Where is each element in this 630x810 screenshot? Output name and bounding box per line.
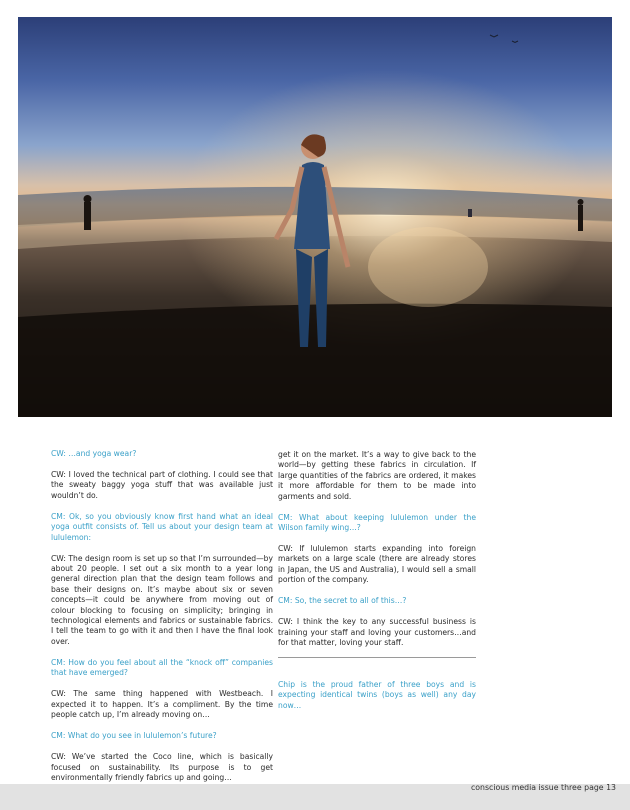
left-text-column <box>51 449 273 794</box>
interview-answer: CW: The same thing happened with Westbeach. I expected it to happen. It’s a compliment. By the time people catch up, I’m already moving on… <box>51 689 273 720</box>
beach-photo <box>18 17 612 417</box>
interview-answer: CW: We’ve started the Coco line, which is basically focused on sustainability. Its purpose is to get environmentally friendly fabrics up and going… <box>51 752 273 782</box>
interview-question: CM: Ok, so you obviously know first hand what an ideal yoga outfit consists of. Tell us about your design team at lululemon: <box>51 511 273 542</box>
interview-answer: get it on the market. It’s a way to give back to the world—by getting these fabrics in circulation. If large quantities of the fabrics are ordered, it makes it more affordable for them to be made into garments and sold. <box>278 450 476 501</box>
beach-photo-illustration <box>18 17 612 417</box>
interview-question: CM: What about keeping lululemon under the Wilson family wing…? <box>278 512 476 533</box>
interview-question: CM: How do you feel about all the “knock off” companies that have emerged? <box>51 657 273 678</box>
interview-answer: CW: The design room is set up so that I’m surrounded—by about 20 people. I set out a six month to a year long general direction plan that the design team follows and base their designs on. It’s maybe about six or seven concepts—it could be anywhere from moving out of colour blocking to focusing on simplicity; bringing in technological elements and fabrics or sustainable fabrics. I tell the team to go with it and then I have the final look over. <box>51 553 273 646</box>
interview-answer: CW: I loved the technical part of clothing. I could see that the sweaty baggy yoga stuff that was available just wouldn’t do. <box>51 470 273 500</box>
interview-question: CM: What do you see in lululemon’s future? <box>51 731 217 741</box>
section-divider <box>278 657 476 658</box>
right-text-column <box>278 450 476 659</box>
interview-question: CM: So, the secret to all of this…? <box>278 596 407 606</box>
author-bio-text: Chip is the proud father of three boys and is expecting identical twins (boys as well) any day now… <box>278 680 476 710</box>
interview-question: CW: …and yoga wear? <box>51 449 137 458</box>
author-bio <box>278 680 476 722</box>
interview-answer: CW: If lululemon starts expanding into foreign markets on a large scale (there are already stores in Japan, the US and Australia), I would sell a small portion of the company. <box>278 544 476 585</box>
interview-answer: CW: I think the key to any successful business is training your staff and loving your customers…and for that matter, loving your staff. <box>278 617 476 648</box>
page-footer: conscious media issue three page 13 <box>470 783 616 792</box>
